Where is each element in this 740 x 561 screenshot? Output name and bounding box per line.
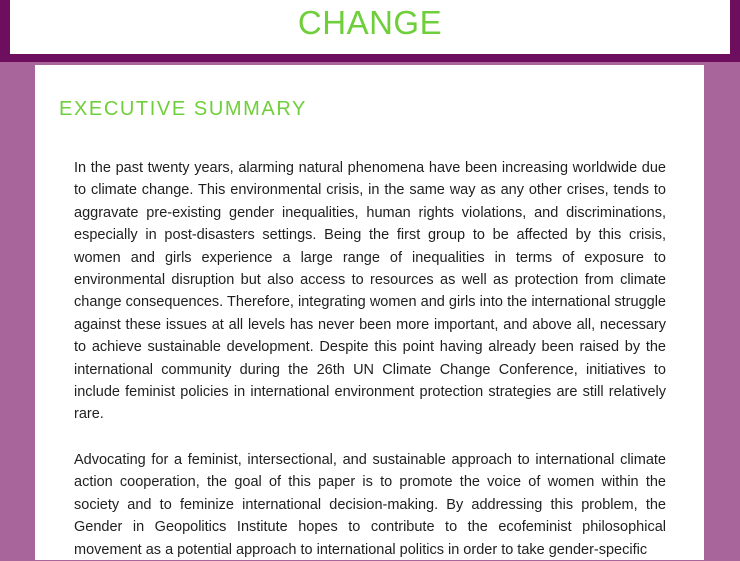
document-title: CHANGE [297,4,443,41]
paragraph-2: Advocating for a feminist, intersectional, and sustainable approach to international climate action cooperation, the goal of this paper is to promote the voice of women within the society and to feminize international decision-making. By addressing this problem, the Gender in Geopolitics Institute hopes to contribute to the ecofeminist philosophical movement as a potential approach to international politics in order to take gender-specific [74,452,666,558]
title-box [10,0,730,54]
document-page [35,65,704,560]
paragraph-1: In the past twenty years, alarming natural phenomena have been increasing worldwide due to climate change. This environmental crisis, in the same way as any other crises, tends to aggravate pre-existing gender inequalities, human rights violations, and discriminations, especially in post-disasters settings. Being the first group to be affected by this crisis, women and girls experience a large range of inequalities in terms of exposure to environmental disruption but also access to resources as well as protection from climate change consequences. Therefore, integrating women and girls into the international struggle against these issues at all levels has never been more important, and above all, necessary to achieve sustainable development. Despite this point having already been raised by the international community during the 26th UN Climate Change Conference, initiatives to include feminist policies in international environment protection strategies are still relatively rare. [74,160,666,423]
section-heading: EXECUTIVE SUMMARY [59,98,307,120]
title-banner [0,0,740,62]
